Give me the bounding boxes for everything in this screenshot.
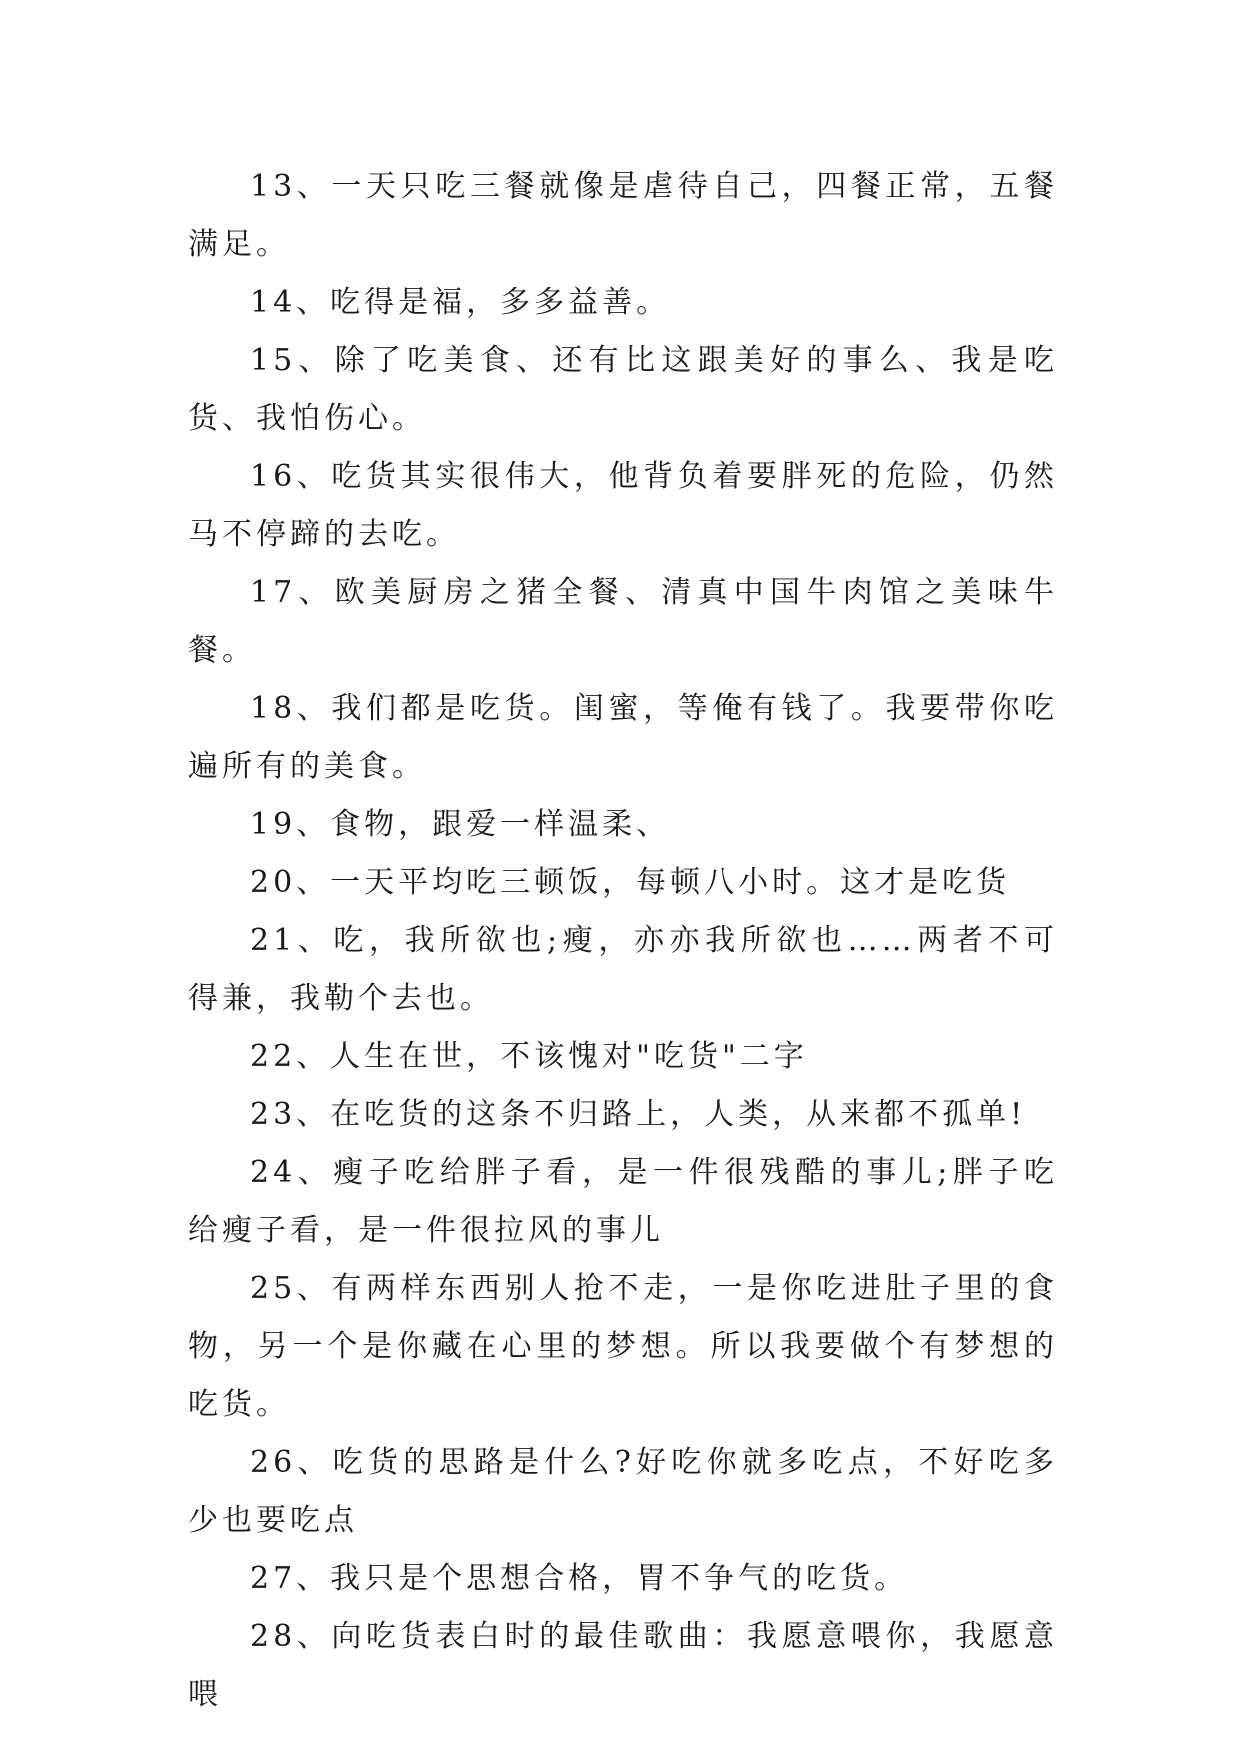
paragraph-27: 27、我只是个思想合格，胃不争气的吃货。 <box>250 1561 909 1596</box>
paragraph-22: 22、人生在世，不该愧对"吃货"二字 <box>250 1039 808 1074</box>
paragraph-23: 23、在吃货的这条不归路上，人类，从来都不孤单! <box>250 1097 1027 1132</box>
paragraph-13: 13、一天只吃三餐就像是虐待自己，四餐正常，五餐满足。 <box>188 169 1058 262</box>
paragraph-14: 14、吃得是福，多多益善。 <box>250 285 671 320</box>
paragraph-20: 20、一天平均吃三顿饭，每顿八小时。这才是吃货 <box>250 865 1011 900</box>
paragraph-24: 24、瘦子吃给胖子看，是一件很残酷的事儿;胖子吃给瘦子看，是一件很拉风的事儿 <box>188 1155 1058 1248</box>
paragraph-25: 25、有两样东西别人抢不走，一是你吃进肚子里的食物，另一个是你藏在心里的梦想。所以我要做个有梦想的吃货。 <box>188 1271 1058 1422</box>
paragraph-16: 16、吃货其实很伟大，他背负着要胖死的危险，仍然马不停蹄的去吃。 <box>188 459 1058 552</box>
paragraph-28: 28、向吃货表白时的最佳歌曲：我愿意喂你，我愿意喂 <box>188 1619 1058 1712</box>
paragraph-26: 26、吃货的思路是什么?好吃你就多吃点，不好吃多少也要吃点 <box>188 1445 1058 1538</box>
paragraph-18: 18、我们都是吃货。闺蜜，等俺有钱了。我要带你吃遍所有的美食。 <box>188 691 1058 784</box>
paragraph-15: 15、除了吃美食、还有比这跟美好的事么、我是吃货、我怕伤心。 <box>188 343 1058 436</box>
paragraph-19: 19、食物，跟爱一样温柔、 <box>250 807 671 842</box>
paragraph-17: 17、欧美厨房之猪全餐、清真中国牛肉馆之美味牛餐。 <box>188 575 1058 668</box>
document-body <box>188 158 1058 1724</box>
paragraph-21: 21、吃，我所欲也;瘦，亦亦我所欲也……两者不可得兼，我勒个去也。 <box>188 923 1058 1016</box>
